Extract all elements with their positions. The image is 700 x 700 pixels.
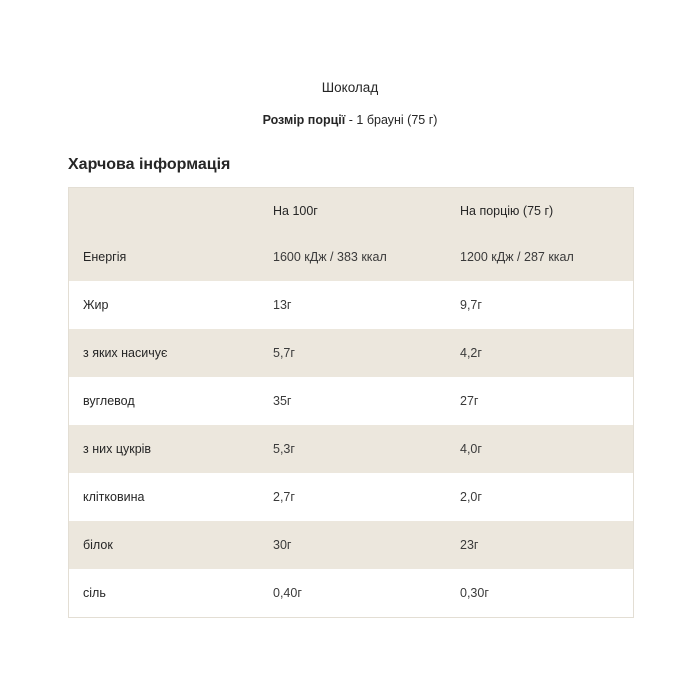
table-row xyxy=(69,425,633,473)
row-label: вуглевод xyxy=(69,377,259,425)
nutrition-table-head xyxy=(69,188,633,233)
row-value-per-100g: 5,7г xyxy=(259,329,446,377)
table-row xyxy=(69,377,633,425)
row-value-per-serving: 9,7г xyxy=(446,281,633,329)
row-label: з яких насичує xyxy=(69,329,259,377)
row-label: Жир xyxy=(69,281,259,329)
row-label: білок xyxy=(69,521,259,569)
row-value-per-serving: 4,2г xyxy=(446,329,633,377)
row-value-per-serving: 27г xyxy=(446,377,633,425)
product-title: Шоколад xyxy=(321,80,379,95)
section-heading-nutrition: Харчова інформація xyxy=(68,156,231,174)
row-label: з них цукрів xyxy=(69,425,259,473)
table-row xyxy=(69,521,633,569)
row-value-per-serving: 2,0г xyxy=(446,473,633,521)
nutrition-table-wrap xyxy=(0,174,700,623)
table-row xyxy=(69,281,633,329)
nutrition-table xyxy=(69,188,633,617)
row-value-per-100g: 13г xyxy=(259,281,446,329)
row-value-per-serving: 4,0г xyxy=(446,425,633,473)
row-label: Енергія xyxy=(69,233,259,281)
table-row xyxy=(69,473,633,521)
row-value-per-100g: 30г xyxy=(259,521,446,569)
row-value-per-serving: 23г xyxy=(446,521,633,569)
table-row xyxy=(69,329,633,377)
row-value-per-100g: 0,40г xyxy=(259,569,446,617)
column-header-per-100g: На 100г xyxy=(259,188,446,233)
nutrition-table-body xyxy=(69,233,633,617)
row-value-per-100g: 1600 кДж / 383 ккал xyxy=(259,233,446,281)
nutrition-table-border xyxy=(68,187,634,618)
row-value-per-serving: 0,30г xyxy=(446,569,633,617)
row-value-per-100g: 2,7г xyxy=(259,473,446,521)
row-label: клітковина xyxy=(69,473,259,521)
serving-size-value: - 1 брауні (75 г) xyxy=(345,113,438,128)
row-value-per-100g: 5,3г xyxy=(259,425,446,473)
row-value-per-100g: 35г xyxy=(259,377,446,425)
table-row xyxy=(69,569,633,617)
column-header-per-serving: На порцію (75 г) xyxy=(446,188,633,233)
table-row xyxy=(69,233,633,281)
row-value-per-serving: 1200 кДж / 287 ккал xyxy=(446,233,633,281)
column-header-nutrient xyxy=(69,188,259,233)
serving-size-label: Розмір порції xyxy=(262,113,346,128)
table-header-row xyxy=(69,188,633,233)
serving-size-line xyxy=(0,96,700,128)
row-label: сіль xyxy=(69,569,259,617)
